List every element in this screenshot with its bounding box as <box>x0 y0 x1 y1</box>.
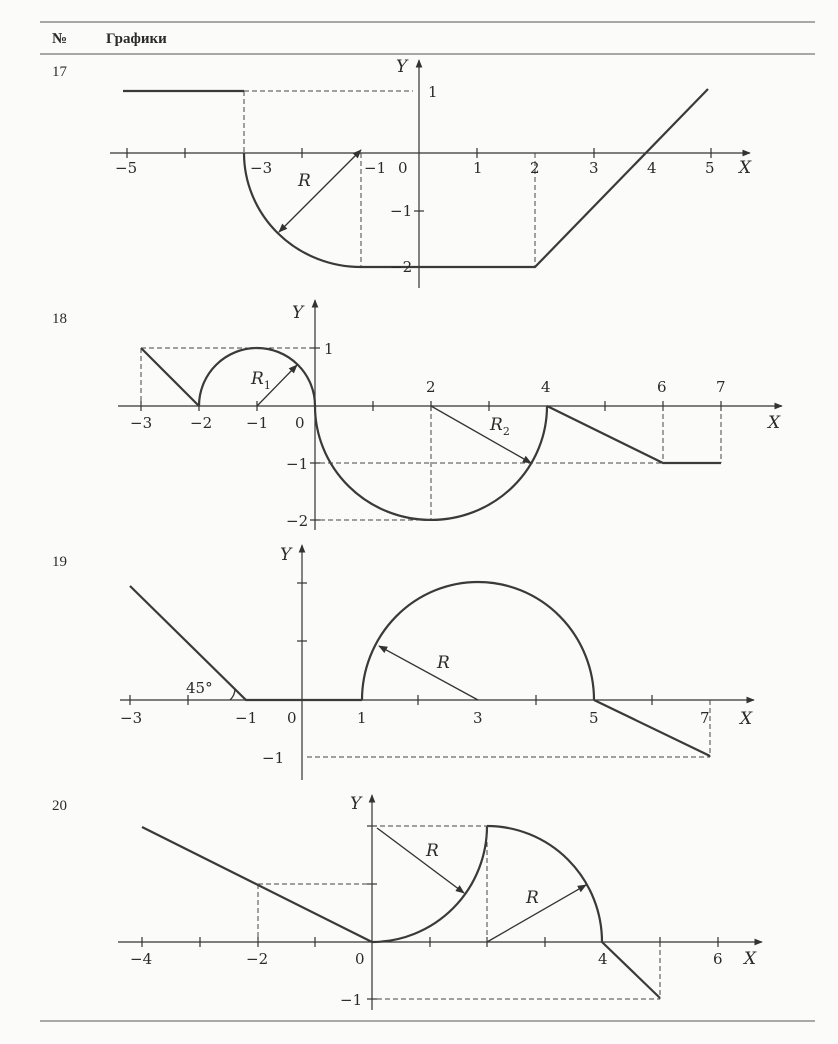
tick-label: −2 <box>190 414 213 432</box>
curve-18-left-line <box>141 348 199 406</box>
tick-label: 6 <box>713 950 723 968</box>
y-axis-label: Y <box>350 794 362 814</box>
curve-20-right-line <box>602 942 660 998</box>
radius-arrow <box>379 646 478 700</box>
tick-label: 5 <box>705 159 715 177</box>
tick-label: 2 <box>530 159 540 177</box>
tick-label: 0 <box>287 709 297 727</box>
graphs-column-header: Графики <box>106 31 167 47</box>
radius-label-1: R <box>426 841 439 861</box>
x-axis-label: X <box>744 949 757 969</box>
tick-label: −1 <box>286 455 309 473</box>
curve-19-right-line <box>594 700 710 756</box>
tick-label: 0 <box>355 950 365 968</box>
tick-label: 1 <box>357 709 367 727</box>
tick-label: 5 <box>589 709 599 727</box>
tick-label: 4 <box>541 378 551 396</box>
y-axis-label: Y <box>396 57 408 77</box>
tick-label: −3 <box>130 414 153 432</box>
tick-label: 6 <box>657 378 667 396</box>
curve-18-right-line <box>547 406 721 463</box>
tick-label: 0 <box>398 159 408 177</box>
tick-label: 3 <box>473 709 483 727</box>
tick-label: −1 <box>246 414 269 432</box>
tick-label: −4 <box>130 950 153 968</box>
curve-20-second-arc <box>487 826 602 942</box>
curve-19-arc <box>362 582 594 700</box>
angle-arc <box>230 689 235 700</box>
graph-19 <box>120 545 754 780</box>
tick-label: 7 <box>716 378 726 396</box>
graph-number-18: 18 <box>52 311 67 327</box>
graph-17 <box>110 57 752 288</box>
guide-dashes <box>141 348 721 520</box>
angle-label: 45° <box>186 679 213 697</box>
x-axis-label: X <box>768 413 781 433</box>
tick-label: −1 <box>390 202 413 220</box>
radius-arrow-1 <box>377 828 464 893</box>
tick-label: 1 <box>473 159 483 177</box>
tick-label: −2 <box>286 512 309 530</box>
tick-label: −2 <box>246 950 269 968</box>
tick-label: −5 <box>115 159 138 177</box>
radius-label-2: $R_2$ <box>490 415 510 438</box>
tick-label: −3 <box>250 159 273 177</box>
guide-dashes <box>307 700 710 757</box>
y-axis-label: Y <box>280 545 292 565</box>
radius-label-2: R <box>526 888 539 908</box>
curve-20-left-line <box>142 827 372 942</box>
graph-number-17: 17 <box>52 64 67 80</box>
guide-dashes <box>258 826 660 999</box>
graph-20 <box>118 794 762 1010</box>
radius-arrow-2 <box>431 406 531 463</box>
tick-label: 2 <box>426 378 436 396</box>
radius-label: R <box>437 653 450 673</box>
y-axis-label: Y <box>292 303 304 323</box>
tick-label: −3 <box>120 709 143 727</box>
tick-label: −1 <box>340 991 363 1009</box>
curve-19-left-line <box>130 586 362 700</box>
graph-number-19: 19 <box>52 554 67 570</box>
tick-label: 0 <box>295 414 305 432</box>
tick-label: −1 <box>262 749 285 767</box>
radius-label: R <box>298 171 311 191</box>
tick-label: 3 <box>589 159 599 177</box>
tick-label: 1 <box>428 83 438 101</box>
tick-label: 4 <box>598 950 608 968</box>
tick-label: −2 <box>390 258 413 276</box>
graph-18 <box>118 300 782 530</box>
graph-number-20: 20 <box>52 798 67 814</box>
tick-label: −1 <box>364 159 387 177</box>
tick-label: 7 <box>700 709 710 727</box>
tick-label: 1 <box>324 340 334 358</box>
tick-label: −1 <box>235 709 258 727</box>
radius-label-1: $R_1$ <box>251 369 271 392</box>
x-axis-label: X <box>739 158 752 178</box>
x-axis-label: X <box>740 709 753 729</box>
tick-label: 4 <box>647 159 657 177</box>
radius-arrow <box>279 150 361 232</box>
number-column-header: № <box>52 31 68 47</box>
